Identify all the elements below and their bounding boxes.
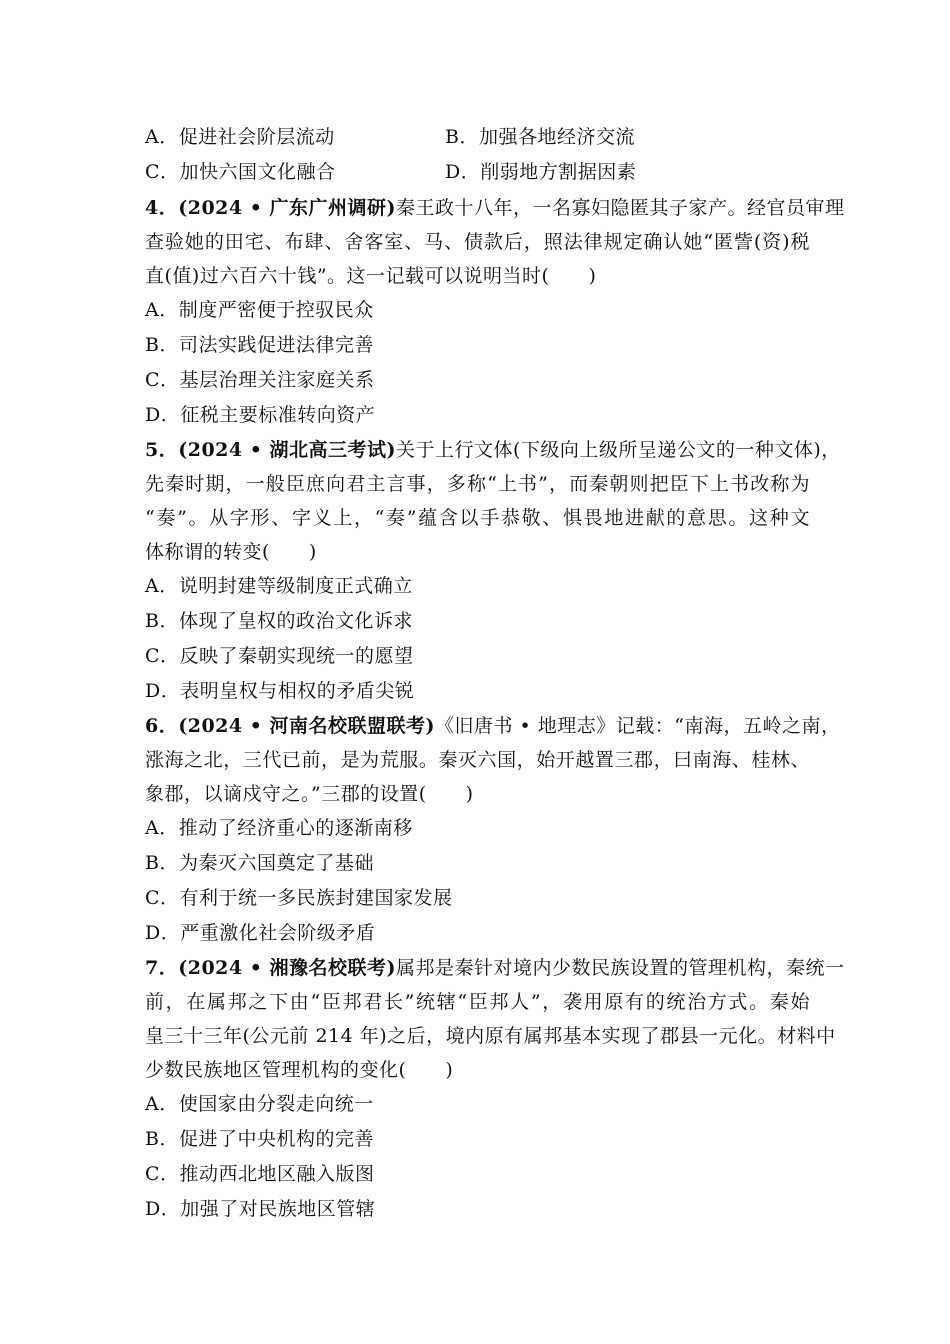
question-5-line-1 [145,433,841,467]
q4-option-a: A．制度严密便于控驭民众 [145,299,374,321]
q7-option-d: D．加强了对民族地区管辖 [145,1198,376,1220]
question-source: (2024 • 广东广州调研) [178,197,396,219]
question-source: (2024 • 河南名校联盟联考) [178,715,435,737]
question-7 [145,951,845,1087]
question-source: (2024 • 湘豫名校联考) [178,957,396,979]
question-4 [145,191,845,293]
question-text: 秦王政十八年，一名寡妇隐匿其子家产。经官员审理 [395,197,845,219]
question-4-line-3: 直(值)过六百六十钱”。这一记载可以说明当时( ) [145,265,597,287]
q3-option-d: D．削弱地方割据因素 [445,161,637,183]
q4-option-b: B．司法实践促进法律完善 [145,334,374,356]
q7-option-c: C．推动西北地区融入版图 [145,1163,375,1185]
question-6 [145,709,841,811]
q5-option-d: D．表明皇权与相权的矛盾尖锐 [145,680,415,702]
question-7-line-4: 少数民族地区管理机构的变化( ) [145,1059,454,1081]
q4-option-d: D．征税主要标准转向资产 [145,404,376,426]
question-5 [145,433,841,569]
q6-option-a: A．推动了经济重心的逐渐南移 [145,817,413,839]
q3-options-row-2 [145,155,810,190]
q7-option-a: A．使国家由分裂走向统一 [145,1093,374,1115]
question-6-line-2: 涨海之北，三代已前，是为荒服。秦灭六国，始开越置三郡，曰南海、桂林、 [145,749,810,771]
q6-option-d: D．严重激化社会阶级矛盾 [145,922,376,944]
question-5-line-2: 先秦时期，一般臣庶向君主言事，多称“上书”，而秦朝则把臣下上书改称为 [145,473,810,495]
question-number: 5． [145,439,179,461]
question-4-line-2: 查验她的田宅、布肆、舍客室、马、债款后，照法律规定确认她“匿訾(资)税 [145,231,810,253]
question-4-line-1 [145,191,845,225]
q7-option-b: B．促进了中央机构的完善 [145,1128,374,1150]
question-number: 7． [145,957,179,979]
question-6-line-1 [145,709,841,743]
question-7-line-2: 前，在属邦之下由“臣邦君长”统辖“臣邦人”，袭用原有的统治方式。秦始 [145,991,810,1013]
exam-page [145,120,845,1227]
q3-options-row-1 [145,120,810,155]
q4-option-c: C．基层治理关注家庭关系 [145,369,375,391]
question-source: (2024 • 湖北高三考试) [178,439,396,461]
question-5-line-3: “奏”。从字形、字义上，“奏”蕴含以手恭敬、惧畏地进献的意思。这种文 [145,507,810,529]
question-text: 《旧唐书 • 地理志》记载：“南海，五岭之南， [434,715,841,737]
q3-option-c: C．加快六国文化融合 [145,161,336,183]
q6-option-b: B．为秦灭六国奠定了基础 [145,852,374,874]
q6-option-c: C．有利于统一多民族封建国家发展 [145,887,453,909]
q3-option-a: A．促进社会阶层流动 [145,126,335,148]
q5-option-b: B．体现了皇权的政治文化诉求 [145,610,413,632]
q5-option-c: C．反映了秦朝实现统一的愿望 [145,645,414,667]
q5-option-a: A．说明封建等级制度正式确立 [145,575,413,597]
question-7-line-1 [145,951,845,985]
question-text: 关于上行文体(下级向上级所呈递公文的一种文体)， [395,439,841,461]
question-number: 4． [145,197,179,219]
question-5-line-4: 体称谓的转变( ) [145,541,317,563]
question-7-line-3: 皇三十三年(公元前 214 年)之后，境内原有属邦基本实现了郡县一元化。材料中 [145,1025,836,1047]
q3-option-b: B．加强各地经济交流 [445,126,635,148]
question-text: 属邦是秦针对境内少数民族设置的管理机构，秦统一 [395,957,845,979]
question-6-line-3: 象郡，以谪戍守之。”三郡的设置( ) [145,783,474,805]
question-number: 6． [145,715,179,737]
